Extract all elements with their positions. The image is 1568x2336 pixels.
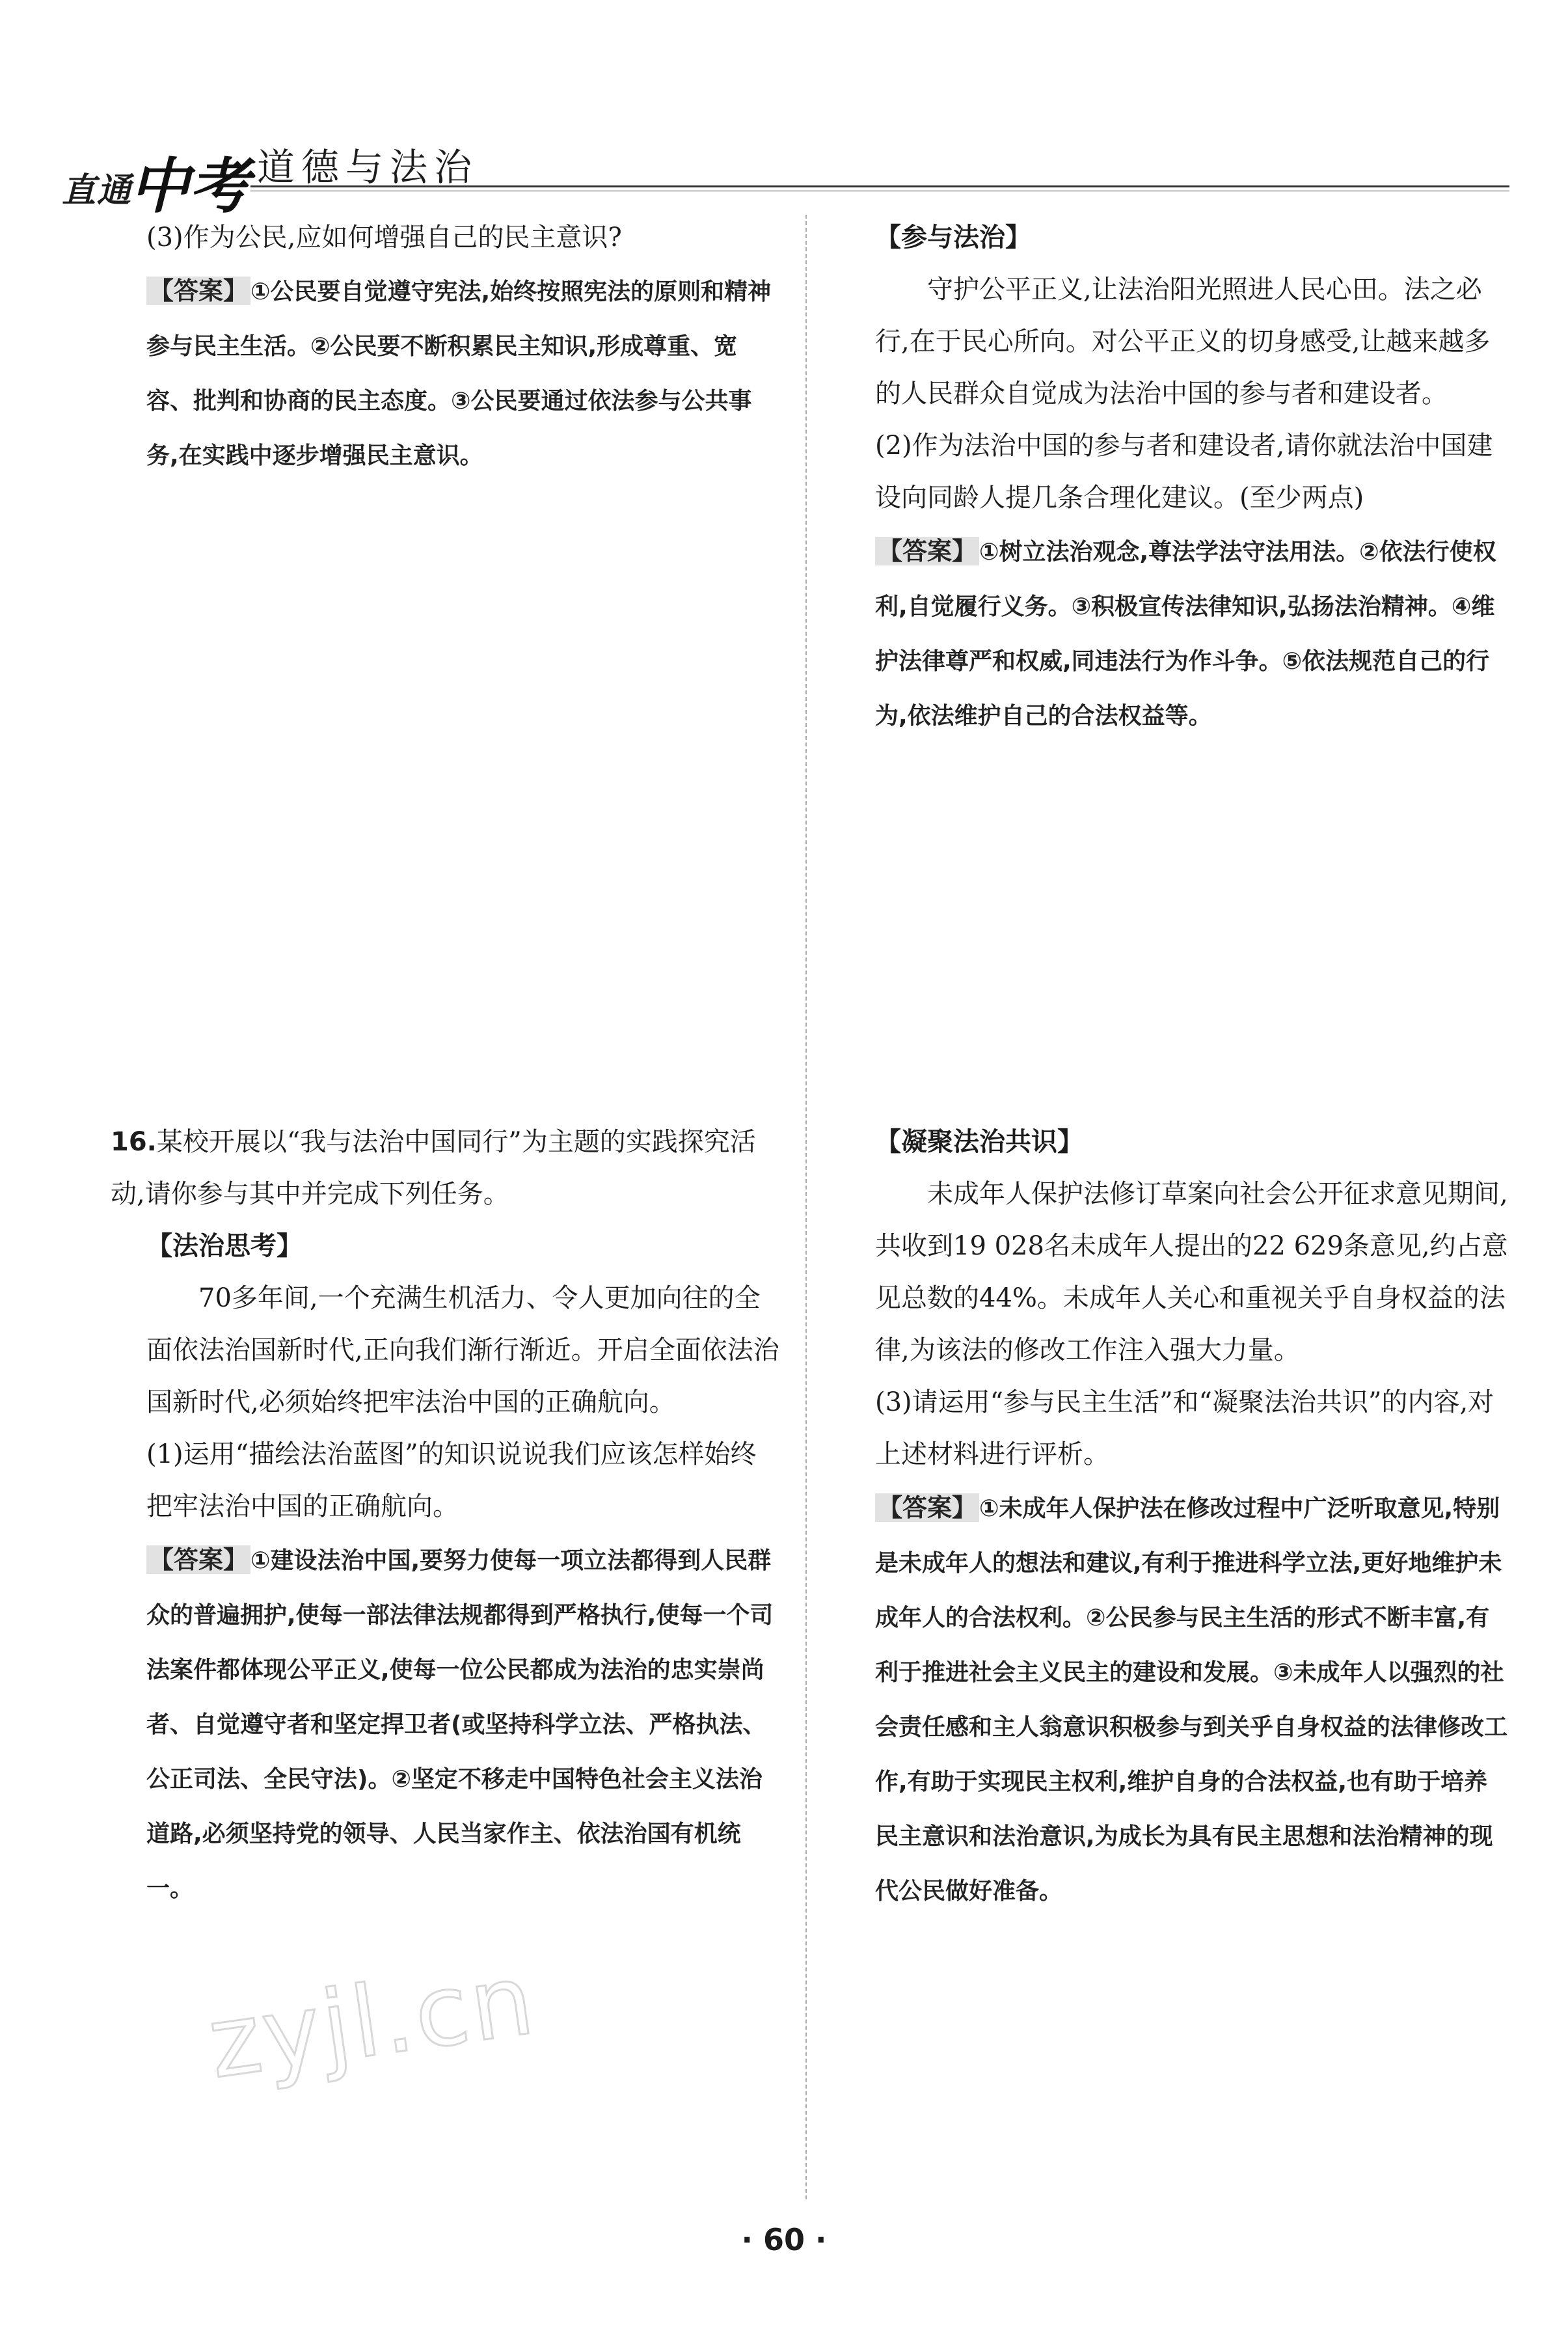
left-top-block [146,211,781,483]
material-paragraph: 70多年间,一个充满生机活力、令人更加向往的全面依法治国新时代,正向我们渐行渐近。开启全面依法治国新时代,必须始终把牢法治中国的正确航向。 [146,1283,779,1417]
header-rule [250,185,1509,187]
answer-block [875,524,1509,744]
column-divider [805,215,807,2199]
site-watermark: zyjl.cn [202,1942,543,2101]
answer-text: ①未成年人保护法在修改过程中广泛听取意见,特别是未成年人的想法和建议,有利于推进科学立法,更好地维护未成年人的合法权利。②公民参与民主生活的形式不断丰富,有利于推进社会主义民主的建设和发展。③未成年人以强烈的社会责任感和主人翁意识积极参与到关乎自身权益的法律修改工作,有助于实现民主权利,维护自身的合法权益,也有助于培养民主意识和法治意识,为成长为具有民主思想和法治精神的现代公民做好准备。 [875,1495,1508,1905]
section-title-consensus: 【凝聚法治共识】 [875,1127,1083,1157]
answer-tag: 【答案】 [146,1545,250,1574]
answer-text: ①公民要自觉遵守宪法,始终按照宪法的原则和精神参与民主生活。②公民要不断积累民主知识,形成尊重、宽容、批判和协商的民主态度。③公民要通过依法参与公共事务,在实践中逐步增强民主意识。 [146,278,772,469]
answer-text: ①建设法治中国,要努力使每一项立法都得到人民群众的普遍拥护,使每一部法律法规都得到严格执行,使每一个司法案件都体现公平正义,使每一位公民都成为法治的忠实崇尚者、自觉遵守者和坚定捍卫者(或坚持科学立法、严格执法、公正司法、全民守法)。②坚定不移走中国特色社会主义法治道路,必须坚持党的领导、人民当家作主、依法治国有机统一。 [146,1547,774,1902]
brand-main: 中考 [129,152,250,221]
section-title-participate: 【参与法治】 [875,223,1031,252]
question-3: (3)作为公民,应如何增强自己的民主意识? [146,223,622,252]
section-title-thinking: 【法治思考】 [146,1231,303,1261]
material-paragraph: 未成年人保护法修订草案向社会公开征求意见期间,共收到19 028名未成年人提出的22 629条意见,约占意见总数的44%。未成年人关心和重视关乎自身权益的法律,为该法的修改工作注入强大力量。 [875,1179,1508,1365]
question-2: (2)作为法治中国的参与者和建设者,请你就法治中国建设向同龄人提几条合理化建议。(至少两点) [875,431,1493,513]
page-number: · 60 · [741,2222,827,2257]
question-1: (1)运用“描绘法治蓝图”的知识说说我们应该怎样始终把牢法治中国的正确航向。 [146,1439,757,1521]
answer-tag: 【答案】 [875,537,979,565]
material-paragraph: 守护公平正义,让法治阳光照进人民心田。法之必行,在于民心所向。对公平正义的切身感受,让越来越多的人民群众自觉成为法治中国的参与者和建设者。 [875,275,1491,409]
right-bottom-block [875,1116,1509,1919]
answer-block [146,264,781,483]
answer-block [146,1532,781,1916]
brand-logo [62,133,249,219]
question-16-body [111,1220,781,1916]
question-16-intro [111,1116,781,1220]
right-top-block [875,211,1509,744]
question-3b: (3)请运用“参与民主生活”和“凝聚法治共识”的内容,对上述材料进行评析。 [875,1387,1494,1469]
brand-prefix: 直通 [62,171,133,210]
page-header [62,107,1509,221]
left-bottom-block [111,1116,781,1916]
subject-title: 道德与法治 [257,145,479,189]
question-number: 16. [111,1127,157,1157]
answer-text: ①树立法治观念,尊法学法守法用法。②依法行使权利,自觉履行义务。③积极宣传法律知识,弘扬法治精神。④维护法律尊严和权威,同违法行为作斗争。⑤依法规范自己的行为,依法维护自己的合法权益等。 [875,539,1496,729]
answer-tag: 【答案】 [146,277,250,305]
answer-tag: 【答案】 [875,1493,979,1522]
question-intro: 某校开展以“我与法治中国同行”为主题的实践探究活动,请你参与其中并完成下列任务。 [111,1127,756,1209]
answer-block [875,1480,1509,1919]
